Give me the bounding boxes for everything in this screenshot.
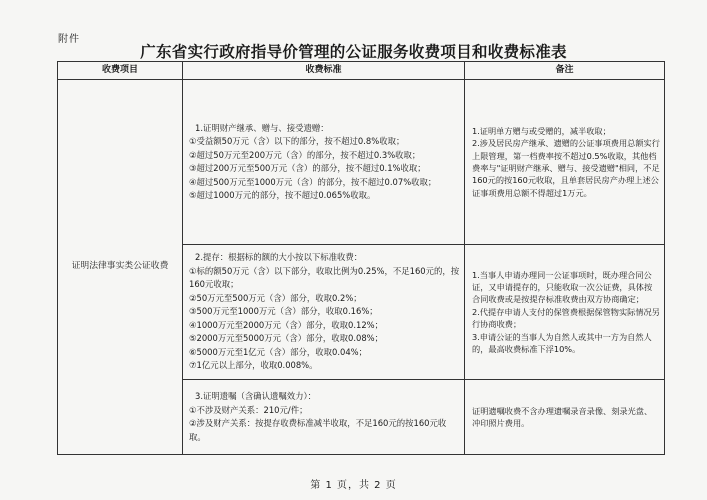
standard-line: ⑤超过1000万元的部分，按不超过0.065%收取。 <box>189 190 376 200</box>
standard-line: ①不涉及财产关系：210元/件； <box>189 404 308 415</box>
header-note: 备注 <box>465 62 665 80</box>
note-line: 3.申请公证的当事人为自然人或其中一方为自然人的，最高收费标准下浮10%。 <box>472 331 652 355</box>
fee-table <box>57 61 665 455</box>
standard-line: 1.证明财产继承、赠与、接受遗赠： <box>195 122 329 133</box>
table-row <box>58 80 665 245</box>
standard-line: ⑦1亿元以上部分，收取0.008%。 <box>189 360 318 371</box>
standard-line: ④1000万元至2000万元（含）部分，收取0.12%； <box>189 319 383 330</box>
standard-line: 2.提存：根据标的额的大小按以下标准收费： <box>195 252 363 263</box>
standard-line: ②超过50万元至200万元（含）的部分，按不超过0.3%收取； <box>189 149 421 160</box>
attachment-label: 附件 <box>58 34 80 45</box>
note-line: 1.证明单方赠与或受赠的，减半收取； <box>472 125 611 136</box>
note-line: 2.代提存申请人支付的保管费根据保管物实际情况另行协商收费； <box>472 306 660 330</box>
standard-cell-inheritance <box>183 80 465 245</box>
standard-line: 3.证明遗嘱（含确认遗嘱效力）： <box>195 391 317 401</box>
note-line: 2.涉及居民房产继承、遗赠的公证事项费用总额实行上限管理，第一档费率按不超过0.5%收取，其他档费率与"证明财产继承、赠与、接受遗赠"相同，不足160元的按160元收取，且单套居民房产办理上述公证事项费用总额不得超过1万元。 <box>472 138 660 198</box>
standard-cell-will <box>183 380 465 455</box>
standard-line: ⑤2000万元至5000万元（含）部分，收取0.08%； <box>189 333 383 344</box>
standard-line: ②50万元至500万元（含）部分，收取0.2%； <box>189 292 362 303</box>
standard-line: ①标的额50万元（含）以下部分，收取比例为0.25%，不足160元的，按160元收取； <box>189 265 460 290</box>
note-line: 1.当事人申请办理同一公证事项时，既办理合同公证，又申请提存的，只能收取一次公证费，具体按合同收费或是按提存标准收费由双方协商确定； <box>472 269 653 305</box>
fee-item-cell: 证明法律事实类公证收费 <box>58 80 183 455</box>
standard-line: ⑥5000万元至1亿元（含）部分，收取0.04%； <box>189 346 368 357</box>
standard-line: ③超过200万元至500万元（含）的部分，按不超过0.1%收取； <box>189 163 426 173</box>
header-item: 收费项目 <box>58 62 183 80</box>
note-cell-will <box>465 380 665 455</box>
document-title: 广东省实行政府指导价管理的公证服务收费项目和收费标准表 <box>140 42 567 61</box>
header-standard: 收费标准 <box>183 62 465 80</box>
standard-line: ②涉及财产关系：按提存收费标准减半收取，不足160元的按160元收取。 <box>189 418 447 442</box>
standard-line: ③500万元至1000万元（含）部分，收取0.16%； <box>189 306 378 317</box>
standard-line: ④超过500万元至1000万元（含）的部分，按不超过0.07%收取； <box>189 176 437 187</box>
page-number: 第 1 页，共 2 页 <box>310 480 397 491</box>
note-cell-deposit <box>465 245 665 380</box>
note-line: 证明遗嘱收费不含办理遗嘱录音录像、刻录光盘、冲印照片费用。 <box>472 405 653 428</box>
note-cell-inheritance <box>465 80 665 245</box>
standard-line: ①受益额50万元（含）以下的部分，按不超过0.8%收取； <box>189 136 405 146</box>
standard-cell-deposit <box>183 245 465 380</box>
table-header-row <box>58 62 665 80</box>
